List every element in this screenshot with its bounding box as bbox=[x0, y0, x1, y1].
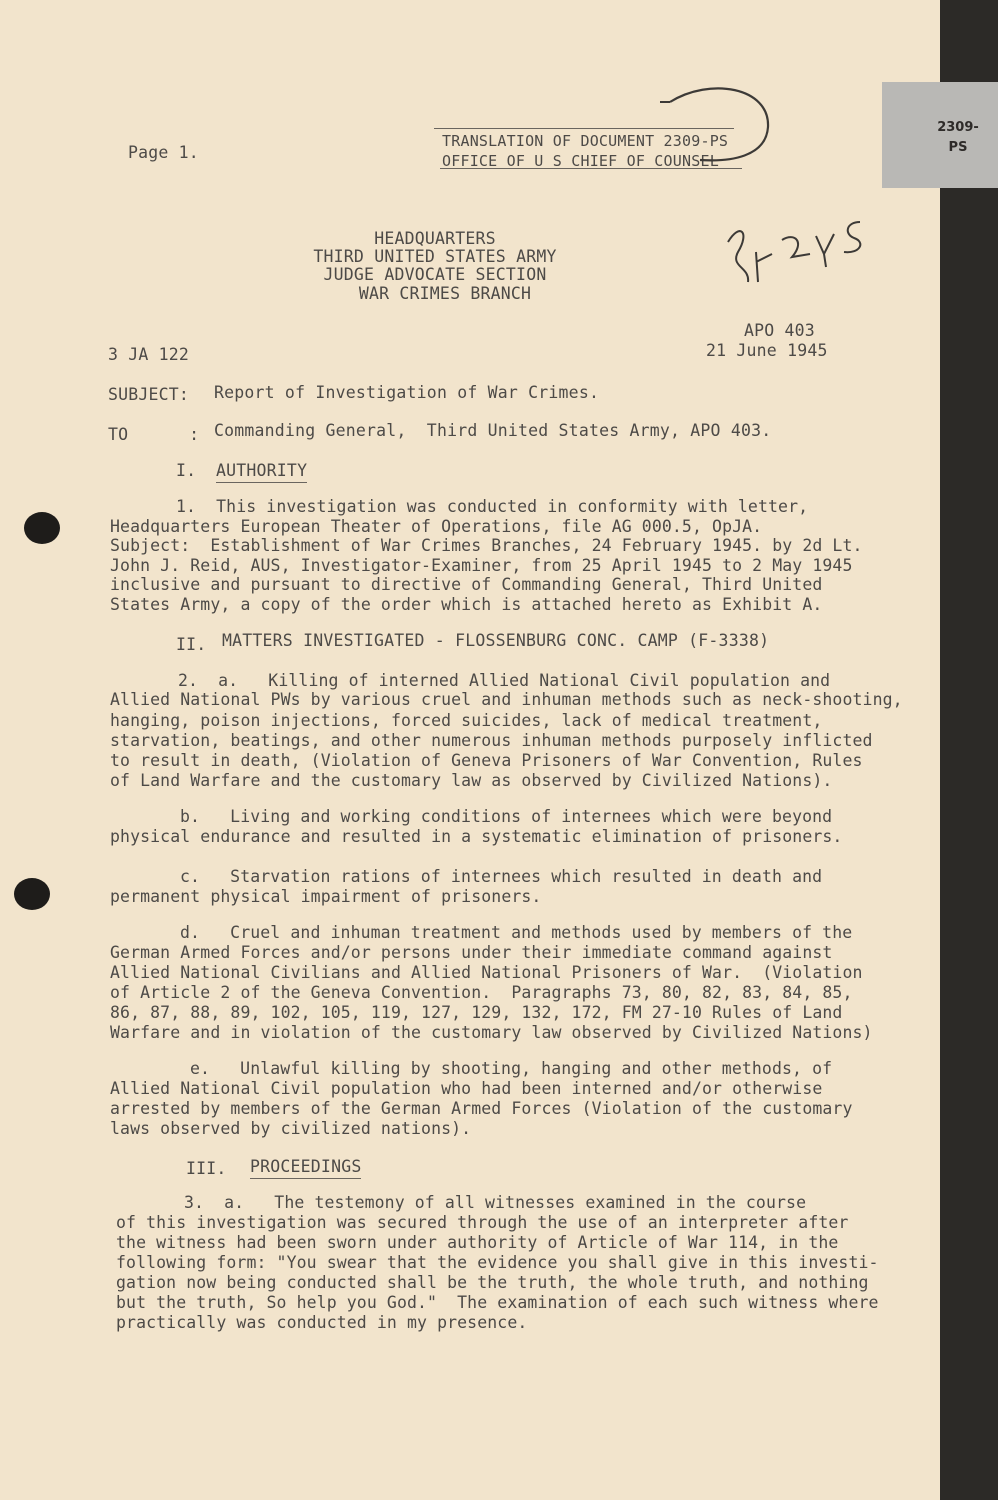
to-label: TO : bbox=[108, 425, 200, 444]
document-date: 21 June 1945 bbox=[706, 341, 828, 360]
para-d-line: d. Cruel and inhuman treatment and methods used by members of the bbox=[180, 923, 853, 942]
para-e-line: laws observed by civilized nations). bbox=[110, 1119, 472, 1138]
section-3-line: following form: "You swear that the evidence you shall give in this investi- bbox=[116, 1253, 879, 1272]
para-a-line: hanging, poison injections, forced suicides, lack of medical treatment, bbox=[110, 711, 823, 730]
punch-hole bbox=[24, 512, 60, 544]
para-b-line: b. Living and working conditions of internees which were beyond bbox=[180, 807, 833, 826]
apo-number: APO 403 bbox=[744, 321, 815, 340]
subject-text: Report of Investigation of War Crimes. bbox=[214, 383, 600, 402]
section-2-title: MATTERS INVESTIGATED - FLOSSENBURG CONC. CAMP (F-3338) bbox=[222, 631, 770, 650]
section-1-line: Subject: Establishment of War Crimes Branches, 24 February 1945. by 2d Lt. bbox=[110, 536, 863, 555]
archive-tag-label: 2309- PS bbox=[937, 120, 979, 155]
section-3-line: but the truth, So help you God." The examination of each such witness where bbox=[116, 1293, 879, 1312]
page-label: Page 1. bbox=[128, 143, 199, 162]
section-3-title: PROCEEDINGS bbox=[250, 1156, 361, 1179]
header-line-1: HEADQUARTERS bbox=[374, 229, 496, 248]
para-d-line: of Article 2 of the Geneva Convention. Paragraphs 73, 80, 82, 83, 84, 85, bbox=[110, 983, 853, 1002]
para-a-line: of Land Warfare and the customary law as observed by Civilized Nations). bbox=[110, 771, 833, 790]
para-a-line: starvation, beatings, and other numerous inhuman methods purposely inflicted bbox=[110, 731, 873, 750]
pencil-circle-mark bbox=[640, 82, 780, 172]
para-c-line: c. Starvation rations of internees which resulted in death and bbox=[180, 867, 823, 886]
translation-line-1: TRANSLATION OF DOCUMENT 2309-PS bbox=[442, 132, 729, 150]
para-e-line: Allied National Civil population who had been interned and/or otherwise bbox=[110, 1079, 823, 1098]
section-1-line: John J. Reid, AUS, Investigator-Examiner, from 25 April 1945 to 2 May 1945 bbox=[110, 556, 853, 575]
section-3-line: gation now being conducted shall be the truth, the whole truth, and nothing bbox=[116, 1273, 869, 1292]
section-1-line: States Army, a copy of the order which is attached hereto as Exhibit A. bbox=[110, 595, 823, 614]
section-1-line: inclusive and pursuant to directive of Commanding General, Third United bbox=[110, 575, 823, 594]
translation-line-2: OFFICE OF U S CHIEF OF COUNSEL bbox=[442, 152, 719, 170]
para-d-line: Warfare and in violation of the customary law observed by Civilized Nations) bbox=[110, 1023, 873, 1042]
para-a-line: 2. a. Killing of interned Allied National Civil population and bbox=[178, 671, 831, 690]
handwritten-note bbox=[720, 212, 880, 292]
section-1-line: 1. This investigation was conducted in conformity with letter, bbox=[176, 497, 809, 516]
section-3-line: the witness had been sworn under authority of Article of War 114, in the bbox=[116, 1233, 839, 1252]
para-d-line: 86, 87, 88, 89, 102, 105, 119, 127, 129, 132, 172, FM 27-10 Rules of Land bbox=[110, 1003, 843, 1022]
para-d-line: Allied National Civilians and Allied National Prisoners of War. (Violation bbox=[110, 963, 863, 982]
para-e-line: e. Unlawful killing by shooting, hanging and other methods, of bbox=[190, 1059, 833, 1078]
subject-label: SUBJECT: bbox=[108, 385, 190, 404]
section-1-line: Headquarters European Theater of Operations, file AG 000.5, OpJA. bbox=[110, 517, 763, 536]
section-3-line: practically was conducted in my presence. bbox=[116, 1313, 528, 1332]
section-1-numeral: I. bbox=[176, 461, 197, 480]
para-b-line: physical endurance and resulted in a systematic elimination of prisoners. bbox=[110, 827, 843, 846]
para-a-line: to result in death, (Violation of Geneva Prisoners of War Convention, Rules bbox=[110, 751, 863, 770]
header-line-4: WAR CRIMES BRANCH bbox=[358, 284, 532, 303]
para-c-line: permanent physical impairment of prisoners. bbox=[110, 887, 542, 906]
reference-number: 3 JA 122 bbox=[108, 345, 190, 364]
para-a-line: Allied National PWs by various cruel and inhuman methods such as neck-shooting, bbox=[110, 690, 903, 709]
punch-hole bbox=[14, 878, 50, 910]
section-3-line: of this investigation was secured through the use of an interpreter after bbox=[116, 1213, 849, 1232]
para-e-line: arrested by members of the German Armed Forces (Violation of the customary bbox=[110, 1099, 853, 1118]
section-1-title: AUTHORITY bbox=[216, 460, 307, 483]
para-d-line: German Armed Forces and/or persons under their immediate command against bbox=[110, 943, 833, 962]
section-3-numeral: III. bbox=[186, 1159, 227, 1178]
section-3-line: 3. a. The testemony of all witnesses examined in the course bbox=[184, 1193, 807, 1212]
header-line-3: JUDGE ADVOCATE SECTION bbox=[323, 265, 547, 284]
section-2-numeral: II. bbox=[176, 635, 207, 654]
header-line-2: THIRD UNITED STATES ARMY bbox=[313, 247, 557, 266]
to-text: Commanding General, Third United States Army, APO 403. bbox=[214, 421, 772, 440]
